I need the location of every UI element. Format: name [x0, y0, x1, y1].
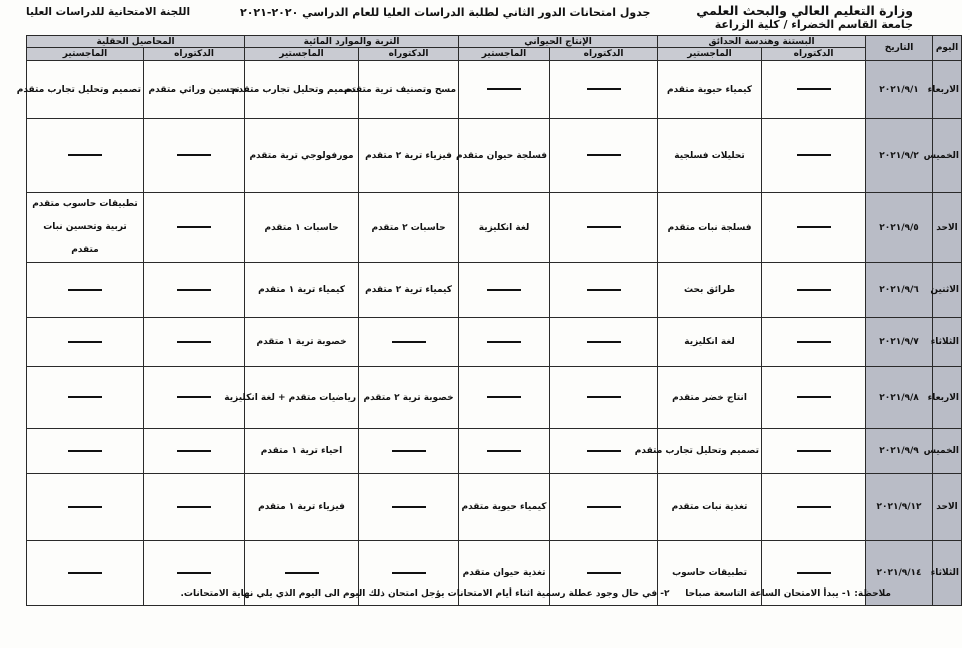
- subheader-masters: الماجستير: [658, 48, 762, 61]
- exam-schedule-table: [16, 35, 962, 606]
- exam-subject-cell: لغة انكليزية: [658, 318, 762, 367]
- dash-mark: [68, 154, 102, 156]
- exam-subject-cell: مسح وتصنيف ترية متقدم: [359, 61, 459, 119]
- dash-mark: [587, 289, 621, 291]
- empty-dash-cell: [144, 429, 245, 474]
- dash-mark: [587, 154, 621, 156]
- exam-subject-cell: انتاج خضر متقدم: [658, 367, 762, 429]
- exam-subject-cell: حاسبات ١ متقدم: [245, 193, 359, 263]
- empty-dash-cell: [27, 318, 144, 367]
- exam-subject-cell: كيمياء حيوية متقدم: [658, 61, 762, 119]
- exam-subject-cell: تحسين وراثي متقدم: [144, 61, 245, 119]
- exam-subject-cell: تصميم وتحليل تجارب متقدم: [658, 429, 762, 474]
- subheader-masters: الماجستير: [459, 48, 550, 61]
- exam-subject-cell: فسلجة حيوان متقدم: [459, 119, 550, 193]
- dash-mark: [587, 341, 621, 343]
- day-cell: الخميس: [933, 429, 962, 474]
- ministry-title: وزارة التعليم العالي والبحث العلمي: [696, 3, 913, 18]
- empty-dash-cell: [762, 367, 866, 429]
- group-header-horticulture: البستنة وهندسة الحدائق: [658, 36, 866, 48]
- date-cell: ٢٠٢١/٩/١: [866, 61, 933, 119]
- table-row: [27, 61, 962, 119]
- empty-dash-cell: [459, 61, 550, 119]
- subheader-phd: الدكتوراه: [550, 48, 658, 61]
- dash-mark: [177, 396, 211, 398]
- dash-mark: [797, 450, 831, 452]
- empty-dash-cell: [550, 263, 658, 318]
- dash-mark: [177, 572, 211, 574]
- date-cell: ٢٠٢١/٩/٥: [866, 193, 933, 263]
- dash-mark: [487, 341, 521, 343]
- empty-dash-cell: [762, 318, 866, 367]
- footnote-item-1: ١- يبدأ الامتحان الساعة التاسعة صباحا: [685, 589, 852, 599]
- table-row: [27, 193, 962, 263]
- table-row: [27, 318, 962, 367]
- subheader-phd: الدكتوراه: [762, 48, 866, 61]
- empty-dash-cell: [359, 429, 459, 474]
- empty-dash-cell: [550, 318, 658, 367]
- dash-mark: [392, 506, 426, 508]
- date-cell: ٢٠٢١/٩/٧: [866, 318, 933, 367]
- subheader-phd: الدكتوراه: [359, 48, 459, 61]
- day-cell: الثلاثاء: [933, 541, 962, 606]
- dash-mark: [68, 396, 102, 398]
- exam-subject-cell: احياء ترية ١ متقدم: [245, 429, 359, 474]
- dash-mark: [285, 572, 319, 574]
- table-row: [27, 367, 962, 429]
- dash-mark: [392, 450, 426, 452]
- empty-dash-cell: [27, 429, 144, 474]
- empty-dash-cell: [459, 318, 550, 367]
- dash-mark: [177, 341, 211, 343]
- date-cell: ٢٠٢١/٩/٢: [866, 119, 933, 193]
- footnote-label: ملاحظة:: [854, 589, 891, 599]
- empty-dash-cell: [27, 474, 144, 541]
- empty-dash-cell: [762, 474, 866, 541]
- dash-mark: [177, 506, 211, 508]
- date-cell: ٢٠٢١/٩/٩: [866, 429, 933, 474]
- day-cell: الاثنين: [933, 263, 962, 318]
- date-cell: ٢٠٢١/٩/٨: [866, 367, 933, 429]
- day-cell: الاربعاء: [933, 61, 962, 119]
- exam-subject-cell: رياضيات متقدم + لغة انكليزية: [245, 367, 359, 429]
- empty-dash-cell: [144, 119, 245, 193]
- dash-mark: [797, 396, 831, 398]
- empty-dash-cell: [550, 474, 658, 541]
- empty-dash-cell: [27, 367, 144, 429]
- dash-mark: [797, 88, 831, 90]
- exam-subject-cell: فيزياء ترية ٢ متقدم: [359, 119, 459, 193]
- empty-dash-cell: [762, 193, 866, 263]
- exam-subject-cell: لغة انكليزية: [459, 193, 550, 263]
- exam-subject-cell: خصوبة ترية ٢ متقدم: [359, 367, 459, 429]
- empty-dash-cell: [459, 429, 550, 474]
- date-cell: ٢٠٢١/٩/١٢: [866, 474, 933, 541]
- table-row: [27, 474, 962, 541]
- exam-subject-cell: تغذية نبات متقدم: [658, 474, 762, 541]
- dash-mark: [487, 88, 521, 90]
- table-row: [27, 429, 962, 474]
- exam-subject-cell: فيزياء ترية ١ متقدم: [245, 474, 359, 541]
- dash-mark: [587, 396, 621, 398]
- dash-mark: [797, 226, 831, 228]
- exam-subject-cell: تصميم وتحليل تجارب متقدم: [245, 61, 359, 119]
- dash-mark: [177, 450, 211, 452]
- empty-dash-cell: [144, 263, 245, 318]
- column-header-day: اليوم: [933, 36, 962, 61]
- schedule-body: [16, 61, 962, 606]
- exam-subject-cell: كيمياء ترية ١ متقدم: [245, 263, 359, 318]
- empty-dash-cell: [359, 318, 459, 367]
- empty-dash-cell: [459, 367, 550, 429]
- dash-mark: [177, 289, 211, 291]
- dash-mark: [177, 154, 211, 156]
- footnote-item-2: ٢- في حال وجود عطلة رسمية اثناء أيام الامتحانات يؤجل امتحان ذلك اليوم الى اليوم الذي يلي نهاية الامتحانات.: [180, 589, 670, 599]
- date-cell: ٢٠٢١/٩/٦: [866, 263, 933, 318]
- dash-mark: [487, 289, 521, 291]
- empty-dash-cell: [550, 367, 658, 429]
- dash-mark: [797, 154, 831, 156]
- dash-mark: [487, 396, 521, 398]
- exam-subject-cell: تغذية حيوان متقدم: [459, 541, 550, 606]
- day-cell: الاحد: [933, 474, 962, 541]
- subheader-masters: الماجستير: [27, 48, 144, 61]
- dash-mark: [68, 506, 102, 508]
- dash-mark: [587, 506, 621, 508]
- empty-dash-cell: [762, 263, 866, 318]
- exam-subject-cell: تحليلات فسلجية: [658, 119, 762, 193]
- dash-mark: [68, 450, 102, 452]
- dash-mark: [68, 289, 102, 291]
- group-header-animal-production: الإنتاج الحيواني: [459, 36, 658, 48]
- exam-subject-cell: مورفولوجي ترية متقدم: [245, 119, 359, 193]
- dash-mark: [797, 341, 831, 343]
- empty-dash-cell: [359, 474, 459, 541]
- subheader-masters: الماجستير: [245, 48, 359, 61]
- exam-subject-cell: كيمياء ترية ٢ متقدم: [359, 263, 459, 318]
- day-cell: الثلاثاء: [933, 318, 962, 367]
- dash-mark: [587, 88, 621, 90]
- table-row: [27, 263, 962, 318]
- dash-mark: [587, 450, 621, 452]
- dash-mark: [587, 572, 621, 574]
- date-cell: ٢٠٢١/٩/١٤: [866, 541, 933, 606]
- page-title: جدول امتحانات الدور الثاني لطلبة الدراسات العليا للعام الدراسي ٢٠٢٠-٢٠٢١: [240, 6, 651, 19]
- dash-mark: [392, 572, 426, 574]
- exam-subject-cell: تطبيقات حاسوب: [658, 541, 762, 606]
- dash-mark: [797, 506, 831, 508]
- exam-subject-cell: طرائق بحث: [658, 263, 762, 318]
- dash-mark: [392, 341, 426, 343]
- day-cell: الاربعاء: [933, 367, 962, 429]
- empty-dash-cell: [27, 263, 144, 318]
- empty-dash-cell: [550, 119, 658, 193]
- column-header-date: التاريخ: [866, 36, 933, 61]
- dash-mark: [797, 572, 831, 574]
- empty-dash-cell: [27, 541, 144, 606]
- university-title: جامعة القاسم الخضراء / كلية الزراعة: [714, 18, 913, 31]
- table-row: [27, 119, 962, 193]
- dash-mark: [68, 341, 102, 343]
- empty-dash-cell: [762, 429, 866, 474]
- empty-dash-cell: [27, 119, 144, 193]
- footnote: [181, 589, 892, 599]
- exam-subject-cell: تطبيقات حاسوب متقدم تربية وتحسين نبات متقدم: [27, 193, 144, 263]
- committee-title: اللجنة الامتحانية للدراسات العليا: [26, 6, 191, 18]
- empty-dash-cell: [144, 193, 245, 263]
- day-cell: الاحد: [933, 193, 962, 263]
- dash-mark: [587, 226, 621, 228]
- empty-dash-cell: [762, 61, 866, 119]
- exam-subject-cell: كيمياء حيوية متقدم: [459, 474, 550, 541]
- empty-dash-cell: [550, 61, 658, 119]
- group-header-soil-water: التربة والموارد المائية: [245, 36, 459, 48]
- exam-subject-cell: خصوبة ترية ١ متقدم: [245, 318, 359, 367]
- empty-dash-cell: [144, 474, 245, 541]
- dash-mark: [68, 572, 102, 574]
- exam-subject-cell: حاسبات ٢ متقدم: [359, 193, 459, 263]
- empty-dash-cell: [550, 193, 658, 263]
- dash-mark: [177, 226, 211, 228]
- empty-dash-cell: [762, 119, 866, 193]
- exam-subject-cell: فسلجة نبات متقدم: [658, 193, 762, 263]
- exam-subject-cell: تصميم وتحليل تجارب متقدم: [27, 61, 144, 119]
- group-header-field-crops: المحاصيل الحقلية: [27, 36, 245, 48]
- subheader-phd: الدكتوراه: [144, 48, 245, 61]
- dash-mark: [797, 289, 831, 291]
- day-cell: الخميس: [933, 119, 962, 193]
- empty-dash-cell: [144, 318, 245, 367]
- empty-dash-cell: [459, 263, 550, 318]
- dash-mark: [487, 450, 521, 452]
